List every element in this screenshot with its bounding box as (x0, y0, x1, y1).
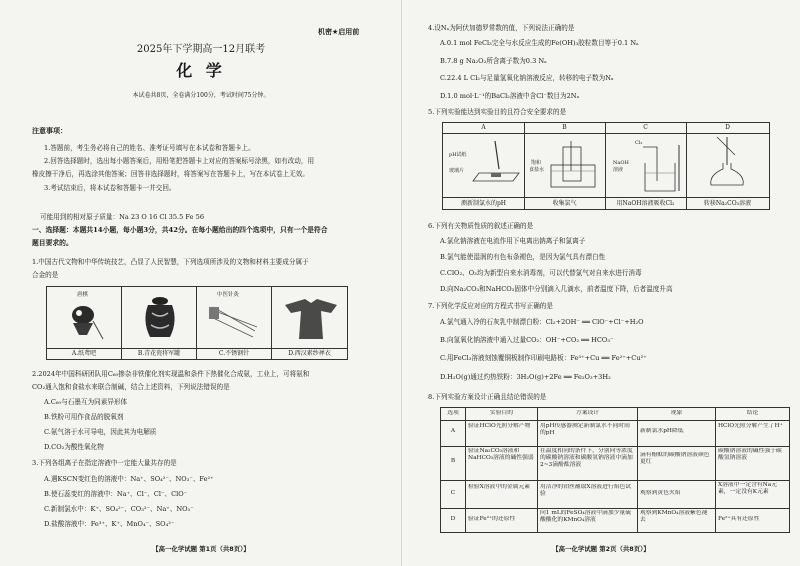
q1-option-a: A.纸鸢吧 (71, 350, 97, 357)
q1-option-d: D.西汉素纱禅衣 (288, 350, 331, 357)
q8-head-purpose: 实验目的 (489, 410, 514, 416)
q7-option-b: B.向氢氧化钠溶液中通入过量CO₂：OH⁻+CO₂ ══ HCO₃⁻ (440, 336, 614, 344)
q4-option-c: C.22.4 L Cl₂与足量氢氧化钠溶液反应，转移的电子数为Nₐ (440, 74, 614, 82)
q3-option-a: A.遇KSCN变红色的溶液中：Na⁺、SO₄²⁻、NO₃⁻、Fe²⁺ (44, 475, 214, 483)
q8-row-b-phenomenon: 滴有酚酞的碳酸钠溶液颜色更红 (640, 452, 710, 466)
q4-option-d: D.1.0 mol·L⁻¹的BaCl₂溶液中含Cl⁻数目为2Nₐ (440, 92, 580, 100)
q7-option-d: D.H₂O(g)通过灼热铁粉：3H₂O(g)+2Fe ══ Fe₂O₃+3H₂ (440, 373, 611, 381)
chlorine-label: Cl₂ (635, 140, 643, 146)
q5-head-a: A (481, 124, 486, 131)
q8-row-a-option: A (450, 428, 456, 434)
q8-row-a-conclusion: HClO光照分解产生了H⁺ (718, 423, 783, 429)
question-1: 1.中国古代文物和中华传统技艺，凸显了人民智慧，下列选项所涉及的文物和材料主要成分属于 (32, 258, 309, 266)
secrecy-mark: 机密★启用前 (318, 28, 360, 36)
q7-option-a: A.氯气通入冷的石灰乳中制漂白粉：Cl₂+2OH⁻ ══ ClO⁻+Cl⁻+H₂O (440, 318, 644, 326)
q5-caption-b: 收集氯气 (552, 200, 577, 207)
question-2-cont: CO₂通入饱和食盐水来联合制碱，结合上述资料，下列说法错误的是 (32, 383, 230, 391)
q2-option-b: B.铁粉可用作食品的脱氧剂 (44, 413, 124, 421)
q8-row-d-phenomenon: 观察到KMnO₄溶液紫色褪去 (640, 510, 708, 524)
q6-option-b: B.氯气能使湿润的有色布条褪色，是因为氯气具有漂白性 (440, 253, 606, 261)
naoh-label: NaOH (613, 160, 629, 166)
glass-slide-label: 玻璃片 (449, 168, 465, 174)
q4-option-b: B.7.8 g Na₂O₂所含离子数为0.3 Nₐ (440, 57, 547, 65)
blue-white-jar-image (140, 295, 180, 343)
q8-row-d-purpose: 验证Fe²⁺的还原性 (468, 516, 516, 522)
note-line: 橡皮擦干净后，再选涂其他答案；回答非选择题时，将答案写在答题卡上，写在本试卷上无效。 (32, 170, 309, 178)
question-7: 7.下列化学反应对应的方程式书写正确的是 (428, 302, 553, 310)
q8-row-a-purpose: 验证HClO光照分解产物 (468, 423, 531, 429)
q8-row-c-design: 用洁净的铂丝蘸取X溶液进行焰色试验 (540, 484, 632, 498)
q8-head-conclusion: 结论 (746, 410, 759, 416)
q8-row-b-option: B (450, 458, 456, 464)
q3-option-c: C.新制氯水中：K⁺、SO₄²⁻、CO₃²⁻、Na⁺、NO₃⁻ (44, 505, 194, 513)
page-2 (402, 0, 800, 566)
q5-caption-c: 用NaOH溶液吸收Cl₂ (616, 200, 675, 207)
q7-option-c: C.用FeCl₃溶液刻蚀覆铜板制作印刷电路板：Fe³⁺+Cu ══ Fe²⁺+Cu²⁺ (440, 354, 647, 362)
subject-title: 化 学 (176, 61, 226, 80)
q2-option-a: A.C₆₀与石墨互为同素异形体 (44, 398, 128, 406)
brine-label: 食盐水 (529, 167, 545, 173)
q6-option-a: A.氯化钠溶液在电流作用下电离出钠离子和氯离子 (440, 237, 586, 245)
q5-head-d: D (725, 124, 730, 131)
q8-head-phenomenon: 现象 (670, 410, 683, 416)
atomic-masses: 可能用到的相对原子质量：Na 23 O 16 Cl 35.5 Fe 56 (40, 213, 205, 221)
saturated-label: 饱和 (531, 160, 542, 166)
section-heading-cont: 题目要求的。 (32, 239, 73, 247)
q5-caption-a: 测新制氯水的pH (460, 200, 507, 207)
q1-option-c: C.不锈钢针 (218, 350, 250, 357)
q8-row-a-design: 用pH传感器测定新制氯水不同时间的pH (540, 423, 630, 437)
question-5: 5.下列实验能达到实验目的且符合安全要求的是 (428, 108, 567, 116)
q6-option-c: C.ClO₂、O₃均为新型自来水消毒剂，可以代替氯气对自来水进行消毒 (440, 269, 642, 277)
note-line: 1.答题前，考生务必将自己的姓名、准考证号填写在本试卷和答题卡上。 (44, 144, 255, 152)
q8-row-d-option: D (450, 516, 456, 522)
q4-option-a: A.0.1 mol FeCl₃完全与水反应生成的Fe(OH)₃胶粒数目等于0.1 Nₐ (440, 39, 639, 47)
q8-row-c-phenomenon: 观察到黄色火焰 (640, 490, 681, 496)
q8-head-design: 方案设计 (575, 410, 600, 416)
q5-head-c: C (643, 124, 648, 131)
q3-option-d: D.盐酸溶液中：Fe³⁺、K⁺、MnO₄⁻、SO₄²⁻ (44, 520, 175, 528)
acupuncture-needle-image (207, 301, 261, 343)
q8-row-c-conclusion: X溶液中一定含有Na元素，一定没有K元素 (718, 482, 778, 496)
page-2-footer: 【高一化学试题 第2页（共8页）】 (552, 545, 650, 553)
q8-row-b-conclusion: 碳酸钠溶液的碱性强于碳酸氢钠溶液 (718, 448, 782, 462)
note-line: 2.回答选择题时，选出每小题答案后，用铅笔把答题卡上对应的答案标号涂黑，如有改动，用 (44, 157, 315, 165)
q1-option-b: B.青花瓷将军罐 (137, 350, 181, 357)
exam-intro: 本试卷共8页，全卷满分100分，考试时间75分钟。 (132, 92, 270, 99)
question-8: 8.下列实验方案设计正确且结论错误的是 (428, 393, 547, 401)
page-1-footer: 【高一化学试题 第1页（共8页）】 (152, 545, 250, 553)
q6-option-d: D.向Na₂CO₃和NaHCO₃固体中分别滴入几滴水，前者温度下降，后者温度升高 (440, 285, 673, 293)
notes-heading: 注意事项： (32, 126, 67, 135)
q2-option-c: C.氨气溶于水可导电，因此其为电解质 (44, 428, 157, 436)
gas-absorption-apparatus (639, 145, 683, 193)
question-6: 6.下列有关物质性质的叙述正确的是 (428, 222, 534, 230)
q8-row-c-option: C (450, 490, 456, 496)
q8-row-d-design: 向1 mL的FeSO₄溶液中滴加少量硫酸酸化的KMnO₄溶液 (540, 510, 632, 524)
q1-a-label: 唐棋 (77, 292, 89, 298)
kite-image (65, 301, 105, 343)
q2-option-d: D.CO₂为酸性氧化物 (44, 443, 104, 451)
question-4: 4.设Nₐ为阿伏加德罗常数的值，下列说法正确的是 (428, 24, 575, 32)
q8-row-d-conclusion: Fe²⁺具有还原性 (718, 516, 760, 522)
question-3: 3.下列各组离子在指定溶液中一定能大量共存的是 (32, 459, 177, 467)
ph-test-apparatus (469, 139, 521, 189)
exam-title: 2025年下学期高一12月联考 (136, 44, 266, 55)
q8-experiment-table (440, 407, 790, 533)
q3-option-b: B.使石蕊变红的溶液中：Na⁺、Cl⁻、Cl⁻、ClO⁻ (44, 490, 188, 498)
q1-image-table (46, 286, 348, 360)
q5-caption-d: 转移Na₂CO₃溶液 (703, 200, 752, 207)
q5-head-b: B (562, 124, 567, 131)
silk-robe-image (283, 295, 339, 343)
question-1-cont: 合金的是 (32, 271, 59, 279)
q8-row-b-design: 在温度相同的条件下，分别向等浓度的碳酸钠溶液和碳酸氢钠溶液中滴加2~3滴酚酞溶液 (540, 448, 633, 469)
volumetric-flask-apparatus (703, 135, 757, 193)
solution-label: 溶液 (613, 167, 624, 173)
ph-paper-label: pH试纸 (449, 152, 467, 158)
question-2: 2.2024年中国科研团队用C₆₀掺杂非铁催化剂实现温和条件下热催化合成氨，工业上，可将氨和 (32, 370, 310, 378)
q1-c-label: 中医针灸 (217, 292, 240, 298)
q8-head-option: 选项 (447, 410, 459, 416)
q8-row-b-purpose: 验证Na₂CO₃溶液和NaHCO₃溶液的碱性强弱 (468, 448, 534, 462)
note-line: 3.考试结束后，将本试卷和答题卡一并交回。 (44, 184, 176, 192)
q8-row-a-phenomenon: 新制氯水pH降低 (640, 428, 684, 434)
q5-apparatus-table (442, 122, 770, 210)
gas-collection-apparatus (547, 137, 603, 193)
section-heading: 一、选择题：本题共14小题，每小题3分，共42分。在每小题给出的四个选项中，只有一个是符合 (32, 226, 328, 234)
q8-row-c-purpose: 检验X溶液中的金属元素 (468, 484, 531, 490)
